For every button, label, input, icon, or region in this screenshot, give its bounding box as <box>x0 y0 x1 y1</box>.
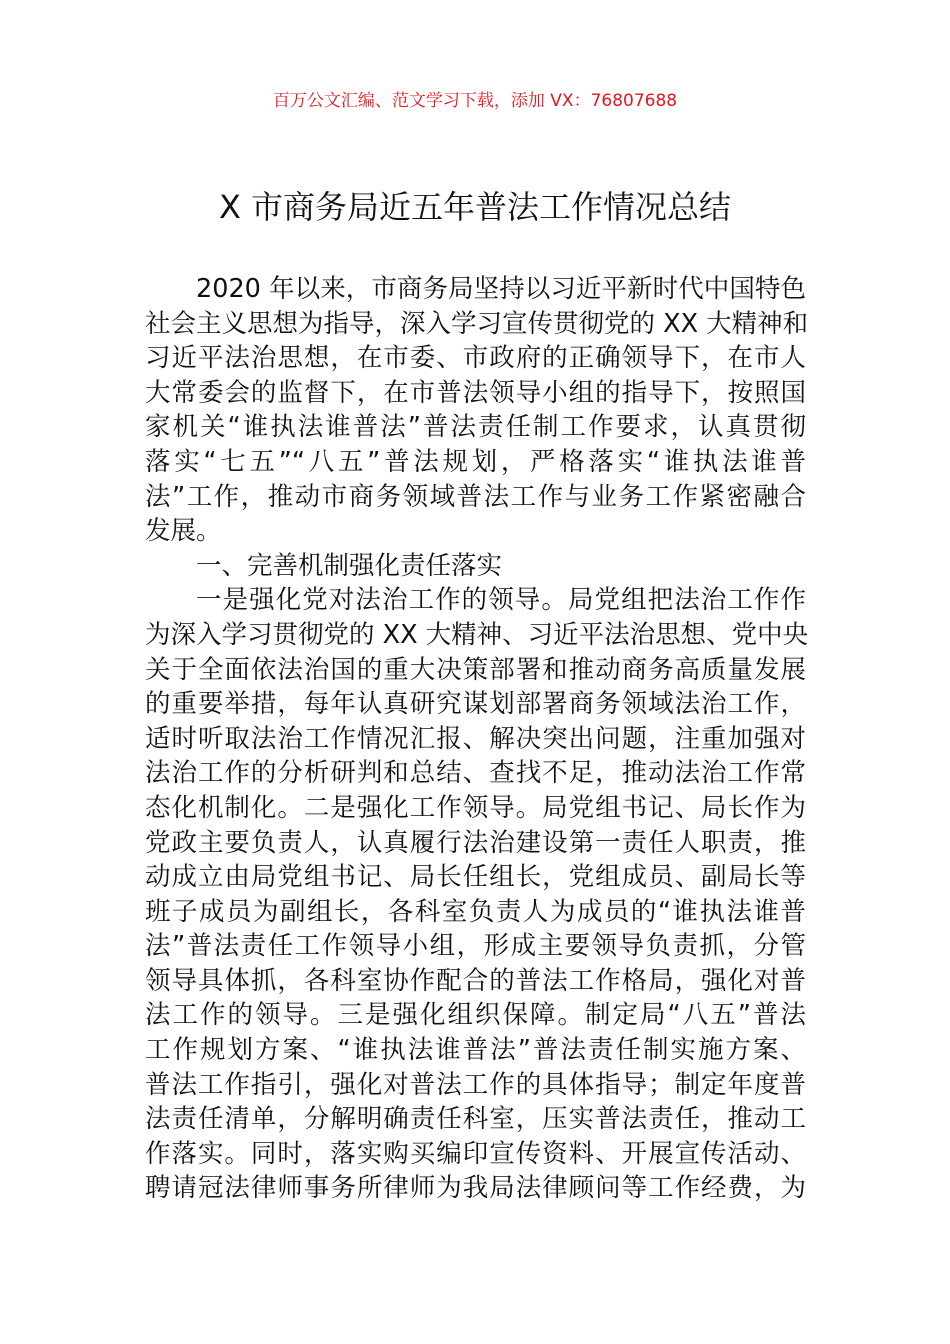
section-heading: 一、完善机制强化责任落实 <box>196 550 503 581</box>
paragraph-line: 为深入学习贯彻党的 XX 大精神、习近平法治思想、党中央 <box>145 619 809 650</box>
paragraph-line: 法工作的领导。三是强化组织保障。制定局“八五”普法 <box>145 1000 806 1031</box>
paragraph-line: 党政主要负责人，认真履行法治建设第一责任人职责，推 <box>145 827 806 858</box>
paragraph-line: 社会主义思想为指导，深入学习宣传贯彻党的 XX 大精神和 <box>145 308 809 339</box>
paragraph-line: 落实“七五”“八五”普法规划，严格落实“谁执法谁普 <box>145 446 806 477</box>
paragraph-line: 家机关“谁执法谁普法”普法责任制工作要求，认真贯彻 <box>145 412 806 443</box>
paragraph-line: 聘请冠法律师事务所律师为我局法律顾问等工作经费，为 <box>145 1173 806 1204</box>
paragraph-line: 普法工作指引，强化对普法工作的具体指导；制定年度普 <box>145 1069 806 1100</box>
paragraph-line: 班子成员为副组长，各科室负责人为成员的“谁执法谁普 <box>145 896 806 927</box>
paragraph-line: 发展。 <box>145 516 222 547</box>
paragraph-line: 适时听取法治工作情况汇报、解决突出问题，注重加强对 <box>145 723 806 754</box>
paragraph-line: 法”普法责任工作领导小组，形成主要领导负责抓，分管 <box>145 931 806 962</box>
paragraph-line: 法责任清单，分解明确责任科室，压实普法责任，推动工 <box>145 1104 806 1135</box>
paragraph-line: 作落实。同时，落实购买编印宣传资料、开展宣传活动、 <box>145 1138 806 1169</box>
paragraph-line: 一是强化党对法治工作的领导。局党组把法治工作作 <box>196 585 806 616</box>
paragraph-line: 领导具体抓，各科室协作配合的普法工作格局，强化对普 <box>145 965 806 996</box>
paragraph-line: 习近平法治思想，在市委、市政府的正确领导下，在市人 <box>145 343 806 374</box>
paragraph-line: 动成立由局党组书记、局长任组长，党组成员、副局长等 <box>145 862 806 893</box>
paragraph-line: 关于全面依法治国的重大决策部署和推动商务高质量发展 <box>145 654 806 685</box>
paragraph-line: 法”工作，推动市商务领域普法工作与业务工作紧密融合 <box>145 481 806 512</box>
paragraph-line: 2020 年以来，市商务局坚持以习近平新时代中国特色 <box>196 274 806 304</box>
watermark-header-note: 百万公文汇编、范文学习下载，添加 VX：76807688 <box>272 91 678 111</box>
document-title: X 市商务局近五年普法工作情况总结 <box>218 188 732 226</box>
paragraph-line: 大常委会的监督下，在市普法领导小组的指导下，按照国 <box>145 377 806 408</box>
paragraph-line: 法治工作的分析研判和总结、查找不足，推动法治工作常 <box>145 758 806 789</box>
paragraph-line: 态化机制化。二是强化工作领导。局党组书记、局长作为 <box>145 792 806 823</box>
paragraph-line: 的重要举措，每年认真研究谋划部署商务领域法治工作， <box>145 689 806 720</box>
paragraph-line: 工作规划方案、“谁执法谁普法”普法责任制实施方案、 <box>145 1035 806 1066</box>
document-body <box>145 272 809 1206</box>
